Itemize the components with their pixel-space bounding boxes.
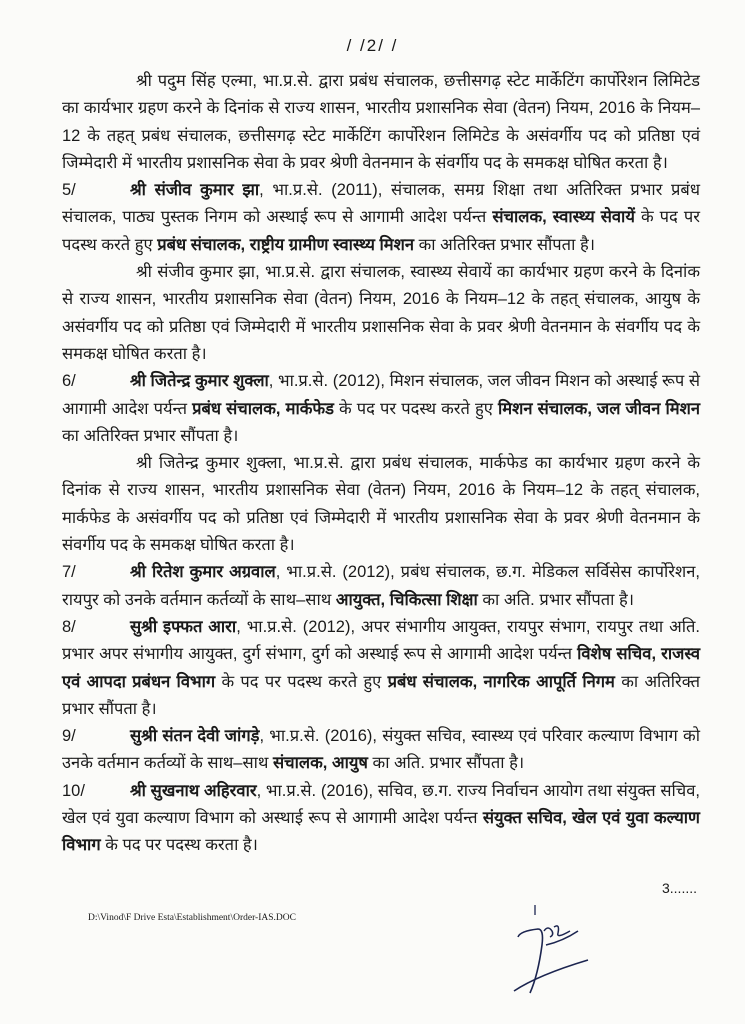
- order-item: [62, 559, 700, 614]
- bold-text: विशेष सचिव, राजस्व एवं आपदा प्रबंधन विभाग: [62, 645, 700, 691]
- text: के पद पर पदस्थ करते हुए: [215, 672, 388, 691]
- bold-text: श्री जितेन्द्र कुमार शुक्ला: [130, 372, 269, 391]
- text: के पद पर पदस्थ करते हुए: [333, 399, 498, 418]
- bold-text: श्री सुखनाथ अहिरवार: [130, 781, 257, 800]
- text: का अति. प्रभार सौंपता है।: [367, 754, 525, 773]
- order-paragraph: [62, 450, 700, 559]
- text: श्री पदुम सिंह एल्मा, भा.प्र.से. द्वारा प्रबंध संचालक, छत्तीसगढ़ स्टेट मार्केटिंग कार्पोरेशन लिमिटेड का कार्यभार ग्रहण करने के दिनांक से राज्य शासन, भारतीय प्रशासनिक सेवा (वेतन) नियम, 2016 के नियम–12 के तहत् प्रबंध संचालक, छत्तीसगढ़ स्टेट मार्केटिंग कार्पोरेशन लिमिटेड के असंवर्गीय पद को प्रतिष्ठा एवं जिम्मेदारी में भारतीय प्रशासनिक सेवा के प्रवर श्रेणी वेतनमान के संवर्गीय पद के समकक्ष घोषित करता है।: [62, 72, 700, 172]
- bold-text: सुश्री इफ्फत आरा: [130, 617, 237, 636]
- bold-text: संयुक्त सचिव, खेल एवं युवा कल्याण विभाग: [62, 809, 700, 855]
- text: श्री जितेन्द्र कुमार शुक्ला, भा.प्र.से. द्वारा प्रबंध संचालक, मार्कफेड का कार्यभार ग्रहण करने के दिनांक से राज्य शासन, भारतीय प्रशासनिक सेवा (वेतन) नियम, 2016 के नियम–12 के तहत् संचालक, मार्कफेड के असंवर्गीय पद को प्रतिष्ठा एवं जिम्मेदारी में भारतीय प्रशासनिक सेवा के प्रवर श्रेणी वेतनमान के संवर्गीय पद के समकक्ष घोषित करता है।: [62, 454, 700, 555]
- item-number: 8/: [62, 617, 76, 636]
- bold-text: श्री रितेश कुमार अग्रवाल: [130, 563, 276, 582]
- order-paragraph: [62, 68, 700, 177]
- file-path: D:\Vinod\F Drive Esta\Establishment\Order-IAS.DOC: [88, 913, 296, 923]
- order-item: [62, 778, 700, 860]
- item-number: 10/: [62, 781, 85, 800]
- text: का अतिरिक्त प्रभार सौंपता है।: [62, 672, 701, 718]
- text: का अति. प्रभार सौंपता है।: [477, 590, 634, 609]
- item-number: 9/: [62, 727, 76, 746]
- bold-text: सुश्री संतन देवी जांगड़े: [130, 727, 260, 746]
- bold-text: संचालक, आयुष: [273, 754, 368, 773]
- bold-text: श्री संजीव कुमार झा: [130, 181, 260, 200]
- text: , भा.प्र.से. (2011), संचालक, समग्र शिक्षा तथा अतिरिक्त प्रभार प्रबंध संचालक, पाठ्य पुस्तक निगम को अस्थाई रूप से आगामी आदेश पर्यन्त: [62, 181, 700, 227]
- text: के पद पर पदस्थ करता है।: [100, 836, 258, 855]
- order-item: [62, 723, 700, 778]
- text: , भा.प्र.से. (2012), अपर संभागीय आयुक्त, रायपुर संभाग, रायपुर तथा अति. प्रभार अपर संभागीय आयुक्त, दुर्ग संभाग, दुर्ग को अस्थाई रूप से आगामी आदेश पर्यन्त: [62, 617, 700, 664]
- text: श्री संजीव कुमार झा, भा.प्र.से. द्वारा संचालक, स्वास्थ्य सेवायें का कार्यभार ग्रहण करने के दिनांक से राज्य शासन, भारतीय प्रशासनिक सेवा (वेतन) नियम, 2016 के नियम–12 के तहत् संचालक, आयुष के असंवर्गीय पद को प्रतिष्ठा एवं जिम्मेदारी में भारतीय प्रशासनिक सेवा के प्रवर श्रेणी वेतनमान के संवर्गीय पद के समकक्ष घोषित करता है।: [62, 263, 700, 363]
- document-body: [62, 68, 700, 860]
- text: का अतिरिक्त प्रभार सौंपता है।: [414, 235, 595, 254]
- order-item: [62, 368, 700, 450]
- page-number: / /2/ /: [346, 36, 399, 55]
- continuation-marker: 3.......: [661, 880, 697, 896]
- bold-text: मिशन संचालक, जल जीवन मिशन: [497, 399, 700, 418]
- text: , भा.प्र.से. (2016), संयुक्त सचिव, स्वास्थ्य एवं परिवार कल्याण विभाग को उनके वर्तमान कर्तव्यों के साथ–साथ: [62, 727, 700, 773]
- order-item: [62, 614, 700, 723]
- bold-text: आयुक्त, चिकित्सा शिक्षा: [335, 590, 478, 609]
- text: का अतिरिक्त प्रभार सौंपता है।: [62, 426, 239, 445]
- bold-text: प्रबंध संचालक, नागरिक आपूर्ति निगम: [387, 672, 615, 691]
- text: , भा.प्र.से. (2016), सचिव, छ.ग. राज्य निर्वाचन आयोग तथा संयुक्त सचिव, खेल एवं युवा कल्याण विभाग को अस्थाई रूप से आगामी आदेश पर्यन्त: [62, 781, 700, 828]
- item-number: 5/: [62, 181, 76, 200]
- bold-text: प्रबंध संचालक, राष्ट्रीय ग्रामीण स्वास्थ्य मिशन: [157, 235, 415, 254]
- order-item: [62, 177, 700, 259]
- text: , भा.प्र.से. (2012), प्रबंध संचालक, छ.ग. मेडिकल सर्विसेस कार्पोरेशन, रायपुर को उनके वर्तमान कर्तव्यों के साथ–साथ: [62, 563, 700, 609]
- text: , भा.प्र.से. (2012), मिशन संचालक, जल जीवन मिशन को अस्थाई रूप से आगामी आदेश पर्यन्त: [62, 372, 700, 418]
- text: के पद पर पदस्थ करते हुए: [62, 208, 700, 254]
- order-paragraph: [62, 259, 700, 368]
- signature-icon: [508, 905, 618, 1005]
- bold-text: संचालक, स्वास्थ्य सेवायें: [492, 208, 635, 227]
- item-number: 7/: [62, 563, 76, 582]
- item-number: 6/: [62, 372, 76, 391]
- bold-text: प्रबंध संचालक, मार्कफेड: [192, 399, 334, 418]
